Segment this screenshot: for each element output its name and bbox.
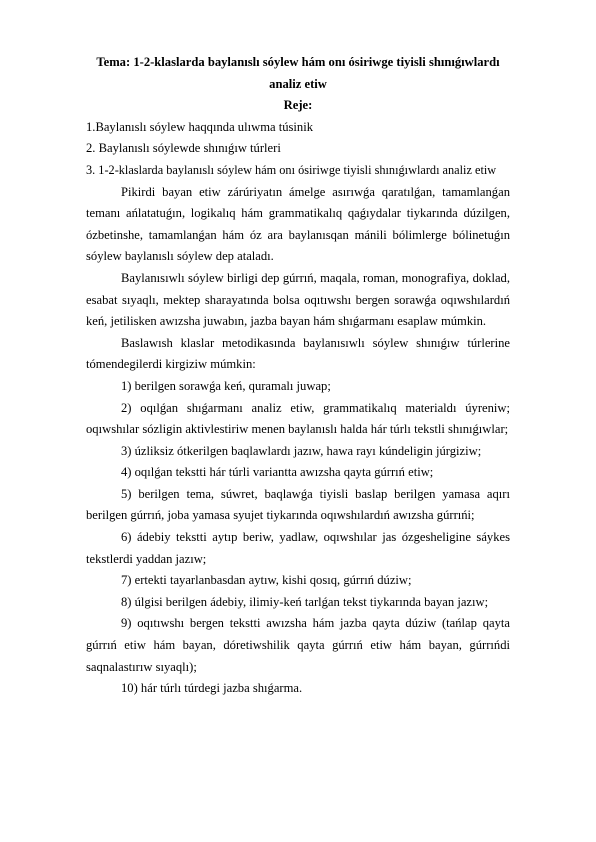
document-title: [86, 52, 510, 95]
list-item-9: 9) oqıtıwshı bergen tekstti awızsha hám jazba qayta dúziw (tańlap qayta gúrrıń etiw hám bayan, dóretiwshilik qayta gúrrıń etiw hám bayan, gúrrıńdi saqnalastırıw sıyaqlı);: [86, 616, 510, 674]
list-item-2: 2) oqılǵan shıǵarmanı analiz etiw, grammatikalıq materialdı úyreniw; oqıwshılar sózligin aktivlestiriw menen baylanıslı halda hár túrlı tekstli shınıǵıwlar;: [86, 400, 510, 437]
list-item-6: 6) ádebiy tekstti aytıp beriw, yadlaw, oqıwshılar jas ózgesheligine sáykes tekstlerdi yaddan jazıw;: [86, 530, 510, 566]
list-item-4: 4) oqılǵan tekstti hár túrli variantta awızsha qayta gúrrıń etiw;: [121, 465, 434, 480]
list-item-8: 8) úlgisi berilgen ádebiy, ilimiy-keń tarlǵan tekst tiykarında bayan jazıw;: [121, 594, 489, 609]
title-line-1: Tema: 1-2-klaslarda baylanıslı sóylew hám onı ósiriwge tiyisli shınıǵıwlardı: [96, 55, 500, 69]
plan-item-2: 2. Baylanıslı sóylewde shınıǵıw túrleri: [86, 141, 281, 156]
title-line-2: analiz etiw: [269, 76, 327, 91]
paragraph-1: Pikirdi bayan etiw zárúriyatın ámelge asırıwǵa qaratılǵan, tamamlanǵan temanı ańlatatuǵın, logikalıq hám grammatikalıq qaǵıydalar tiykarında dúzilgen, ózbetinshe, tamamlanǵan hám óz ara baylanısqan mánili bólimlerge bólinetuǵın sóylew baylanıslı sóylew dep ataladı.: [86, 184, 510, 264]
plan-heading: Reje:: [283, 98, 313, 113]
paragraph-2: Baylanısıwlı sóylew birligi dep gúrrıń, maqala, roman, monografiya, doklad, esabat sıyaqlı, mektep sharayatında bolsa oqıtıwshı bergen sorawǵa oqıwshılardıń keń, jetilisken awızsha juwabın, jazba bayan hám shıǵarmanı esaplaw múmkin.: [86, 270, 510, 329]
document-page: [86, 52, 510, 700]
plan-item-3: 3. 1-2-klaslarda baylanıslı sóylew hám onı ósiriwge tiyisli shınıǵıwlardı analiz etiw: [86, 162, 497, 177]
list-item-7: 7) ertekti tayarlanbasdan aytıw, kishi qosıq, gúrrıń dúziw;: [121, 573, 412, 588]
exercise-list: [86, 376, 510, 700]
paragraph-3: Baslawısh klaslar metodikasında baylanısıwlı sóylew shınıǵıw túrlerine tómendegilerdi kirgiziw múmkin:: [86, 335, 510, 372]
plan-list: [86, 117, 510, 182]
list-item-1: 1) berilgen sorawǵa keń, quramalı juwap;: [121, 378, 331, 393]
plan-item-1: 1.Baylanıslı sóylew haqqında ulıwma túsinik: [86, 119, 314, 134]
list-item-3: 3) úzliksiz ótkerilgen baqlawlardı jazıw, hawa rayı kúndeligin júrgiziw;: [121, 443, 482, 458]
list-item-5: 5) berilgen tema, súwret, baqlawǵa tiyisli baslap berilgen yamasa aqırı berilgen gúrrıń, joba yamasa syujet tiykarında oqıwshılardıń awızsha gúrrıńi;: [86, 486, 510, 523]
list-item-10: 10) hár túrlı túrdegi jazba shıǵarma.: [121, 681, 303, 696]
